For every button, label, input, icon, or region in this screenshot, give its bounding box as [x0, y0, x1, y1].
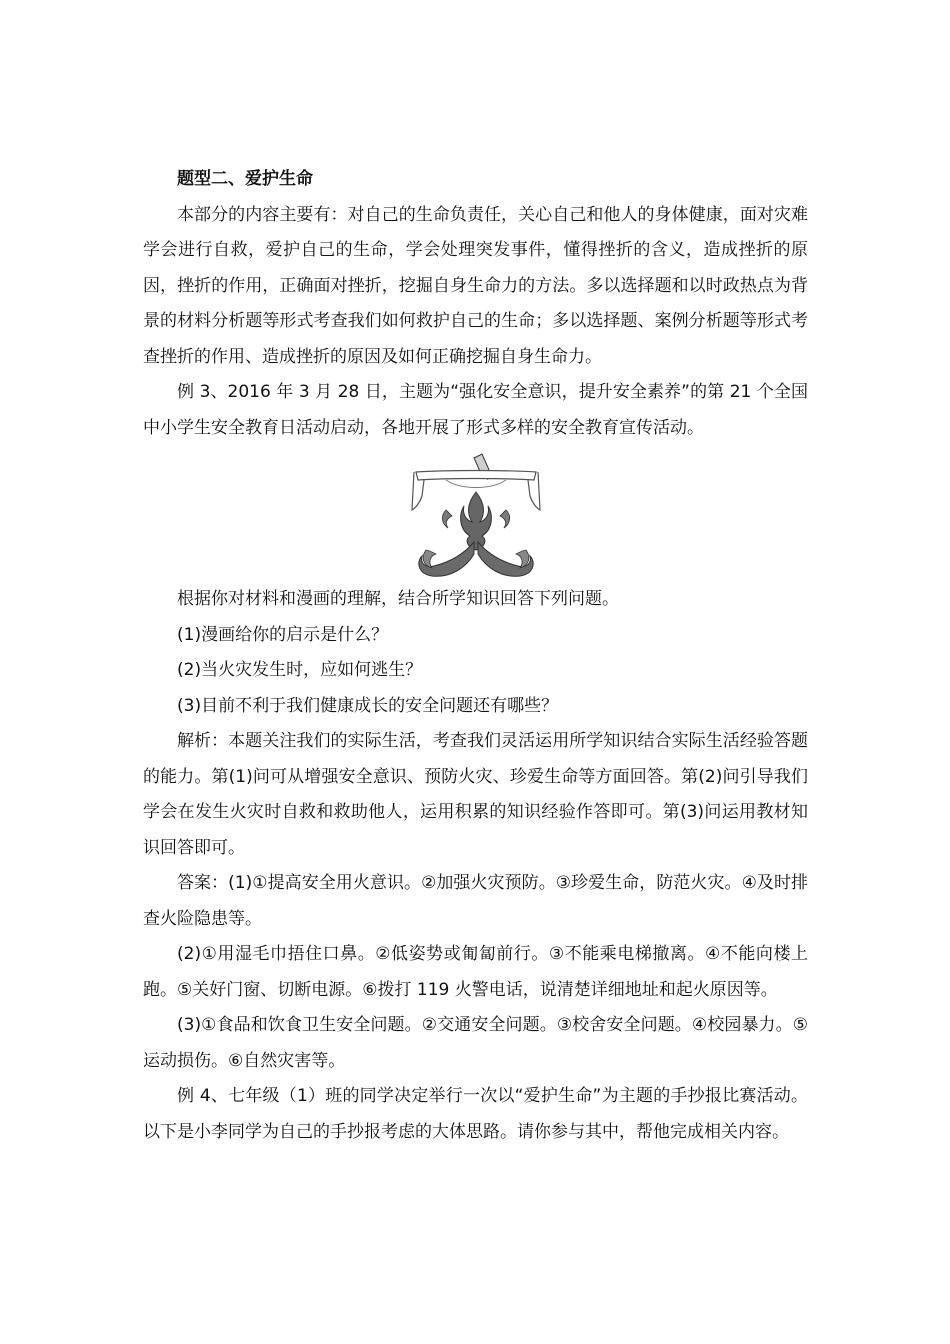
- question-1: (1)漫画给你的启示是什么？: [177, 624, 389, 645]
- section-heading: 题型二、爱护生命: [177, 169, 313, 189]
- cartoon-fire-character-icon: [406, 450, 546, 580]
- question-2: (2)当火灾发生时，应如何逃生？: [177, 660, 423, 680]
- example-4-stem: 例 4、七年级（1）班的同学决定举行一次以“爱护生命”为主题的手抄报比赛活动。以下是小李同学为自己的手抄报考虑的大体思路。请你参与其中，帮他完成相关内容。: [143, 1086, 808, 1142]
- document-body: [143, 162, 808, 1150]
- example-3-stem: 例 3、2016 年 3 月 28 日，主题为“强化安全意识，提升安全素养”的第 21 个全国中小学生安全教育日活动启动，各地开展了形式多样的安全教育宣传活动。: [143, 382, 808, 438]
- example-3-prompt: 根据你对材料和漫画的理解，结合所学知识回答下列问题。: [177, 589, 619, 609]
- question-3: (3)目前不利于我们健康成长的安全问题还有哪些？: [177, 695, 559, 716]
- cartoon-figure: [143, 450, 808, 580]
- answer-1: 答案：(1)①提高安全用火意识。②加强火灾预防。③珍爱生命，防范火灾。④及时排查火险隐患等。: [143, 873, 808, 929]
- answer-3: (3)①食品和饮食卫生安全问题。②交通安全问题。③校舍安全问题。④校园暴力。⑤运动损伤。⑥自然灾害等。: [143, 1015, 808, 1071]
- section-intro-paragraph: 本部分的内容主要有：对自己的生命负责任，关心自己和他人的身体健康，面对灾难学会进行自救，爱护自己的生命，学会处理突发事件，懂得挫折的含义，造成挫折的原因，挫折的作用，正确面对挫折，挖掘自身生命力的方法。多以选择题和以时政热点为背景的材料分析题等形式考查我们如何救护自己的生命；多以选择题、案例分析题等形式考查挫折的作用、造成挫折的原因及如何正确挖掘自身生命力。: [143, 204, 808, 367]
- analysis-paragraph: 解析：本题关注我们的实际生活，考查我们灵活运用所学知识结合实际生活经验答题的能力。第(1)问可从增强安全意识、预防火灾、珍爱生命等方面回答。第(2)问引导我们学会在发生火灾时自救和救助他人，运用积累的知识经验作答即可。第(3)问运用教材知识回答即可。: [143, 731, 808, 858]
- answer-2: (2)①用湿毛巾捂住口鼻。②低姿势或匍匐前行。③不能乘电梯撤离。④不能向楼上跑。⑤关好门窗、切断电源。⑥拨打 119 火警电话，说清楚详细地址和起火原因等。: [143, 944, 808, 1000]
